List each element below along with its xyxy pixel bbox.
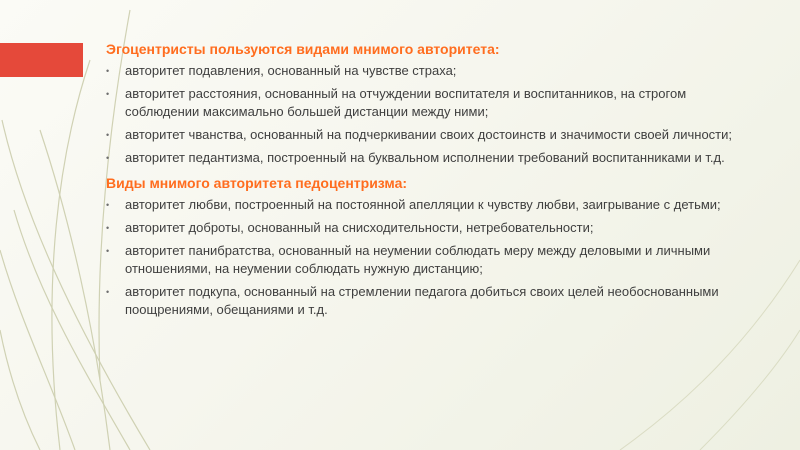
list-item (106, 126, 746, 144)
list-item-text: авторитет доброты, основанный на снисходительности, нетребовательности; (125, 220, 594, 235)
list-item-text: авторитет чванства, основанный на подчеркивании своих достоинств и значимости своей личности; (125, 127, 733, 142)
list-item (106, 219, 746, 237)
list-item (106, 242, 746, 278)
bullet-icon: • (106, 89, 110, 99)
bullet-icon: • (106, 153, 110, 163)
list-item (106, 85, 746, 121)
bullet-icon: • (106, 287, 110, 297)
bullet-icon: • (106, 223, 110, 233)
list-item (106, 283, 746, 319)
accent-bar (0, 43, 83, 77)
list-item-text: авторитет любви, построенный на постоянной апелляции к чувству любви, заигрывание с детьми; (125, 197, 721, 212)
list-item (106, 196, 746, 214)
bullet-icon: • (106, 200, 110, 210)
list-item-text: авторитет расстояния, основанный на отчуждении воспитателя и воспитанников, на строгом соблюдении максимально большей дистанции между ними; (125, 86, 687, 119)
section-heading: Виды мнимого авторитета педоцентризма: (106, 175, 408, 191)
bullet-list (106, 196, 746, 319)
list-item-text: авторитет педантизма, построенный на буквальном исполнении требований воспитанниками и т.д. (125, 150, 725, 165)
list-item-text: авторитет подкупа, основанный на стремлении педагога добиться своих целей необоснованными поощрениями, обещаниями и т.д. (125, 284, 719, 317)
list-item (106, 62, 746, 80)
list-item-text: авторитет подавления, основанный на чувстве страха; (125, 63, 457, 78)
bullet-icon: • (106, 246, 110, 256)
list-item-text: авторитет панибратства, основанный на неумении соблюдать меру между деловыми и личными отношениями, на неумении соблюдать нужную дистанцию; (125, 243, 711, 276)
bullet-icon: • (106, 130, 110, 140)
bullet-list (106, 62, 746, 167)
list-item (106, 149, 746, 167)
bullet-icon: • (106, 66, 110, 76)
section-heading: Эгоцентристы пользуются видами мнимого авторитета: (106, 41, 500, 57)
slide-content (106, 40, 746, 324)
